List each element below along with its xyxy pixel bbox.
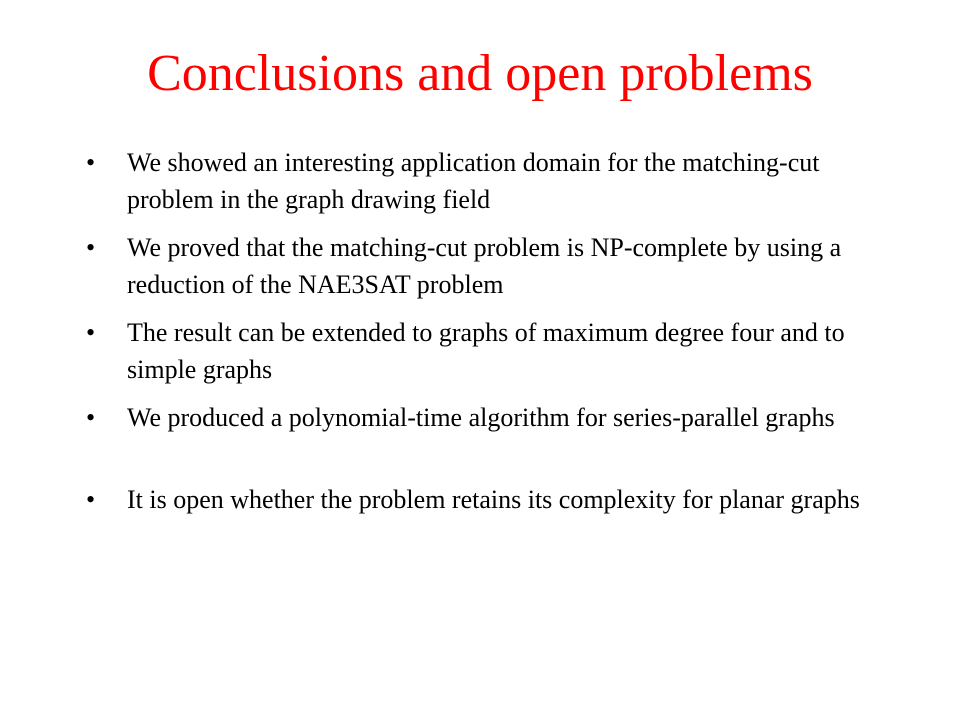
bullet-text: We showed an interesting application domain for the matching-cut problem in the graph drawing field: [127, 148, 820, 214]
bullet-text: We proved that the matching-cut problem is NP-complete by using a reduction of the NAE3SAT problem: [127, 233, 842, 299]
bullet-item: [86, 399, 886, 436]
bullet-item: [86, 144, 886, 218]
bullet-text: We produced a polynomial-time algorithm for series-parallel graphs: [127, 403, 835, 432]
bullet-item: [86, 229, 886, 303]
bullet-icon: •: [86, 233, 96, 262]
bullet-item: [86, 314, 886, 388]
bullet-icon: •: [86, 485, 96, 514]
bullet-item: [86, 481, 886, 518]
bullet-icon: •: [86, 148, 96, 177]
bullet-text: The result can be extended to graphs of maximum degree four and to simple graphs: [127, 318, 845, 384]
bullet-icon: •: [86, 403, 96, 432]
bullet-list: [86, 144, 886, 529]
bullet-icon: •: [86, 318, 96, 347]
bullet-text: It is open whether the problem retains its complexity for planar graphs: [127, 485, 860, 514]
slide-title: Conclusions and open problems: [147, 45, 813, 102]
